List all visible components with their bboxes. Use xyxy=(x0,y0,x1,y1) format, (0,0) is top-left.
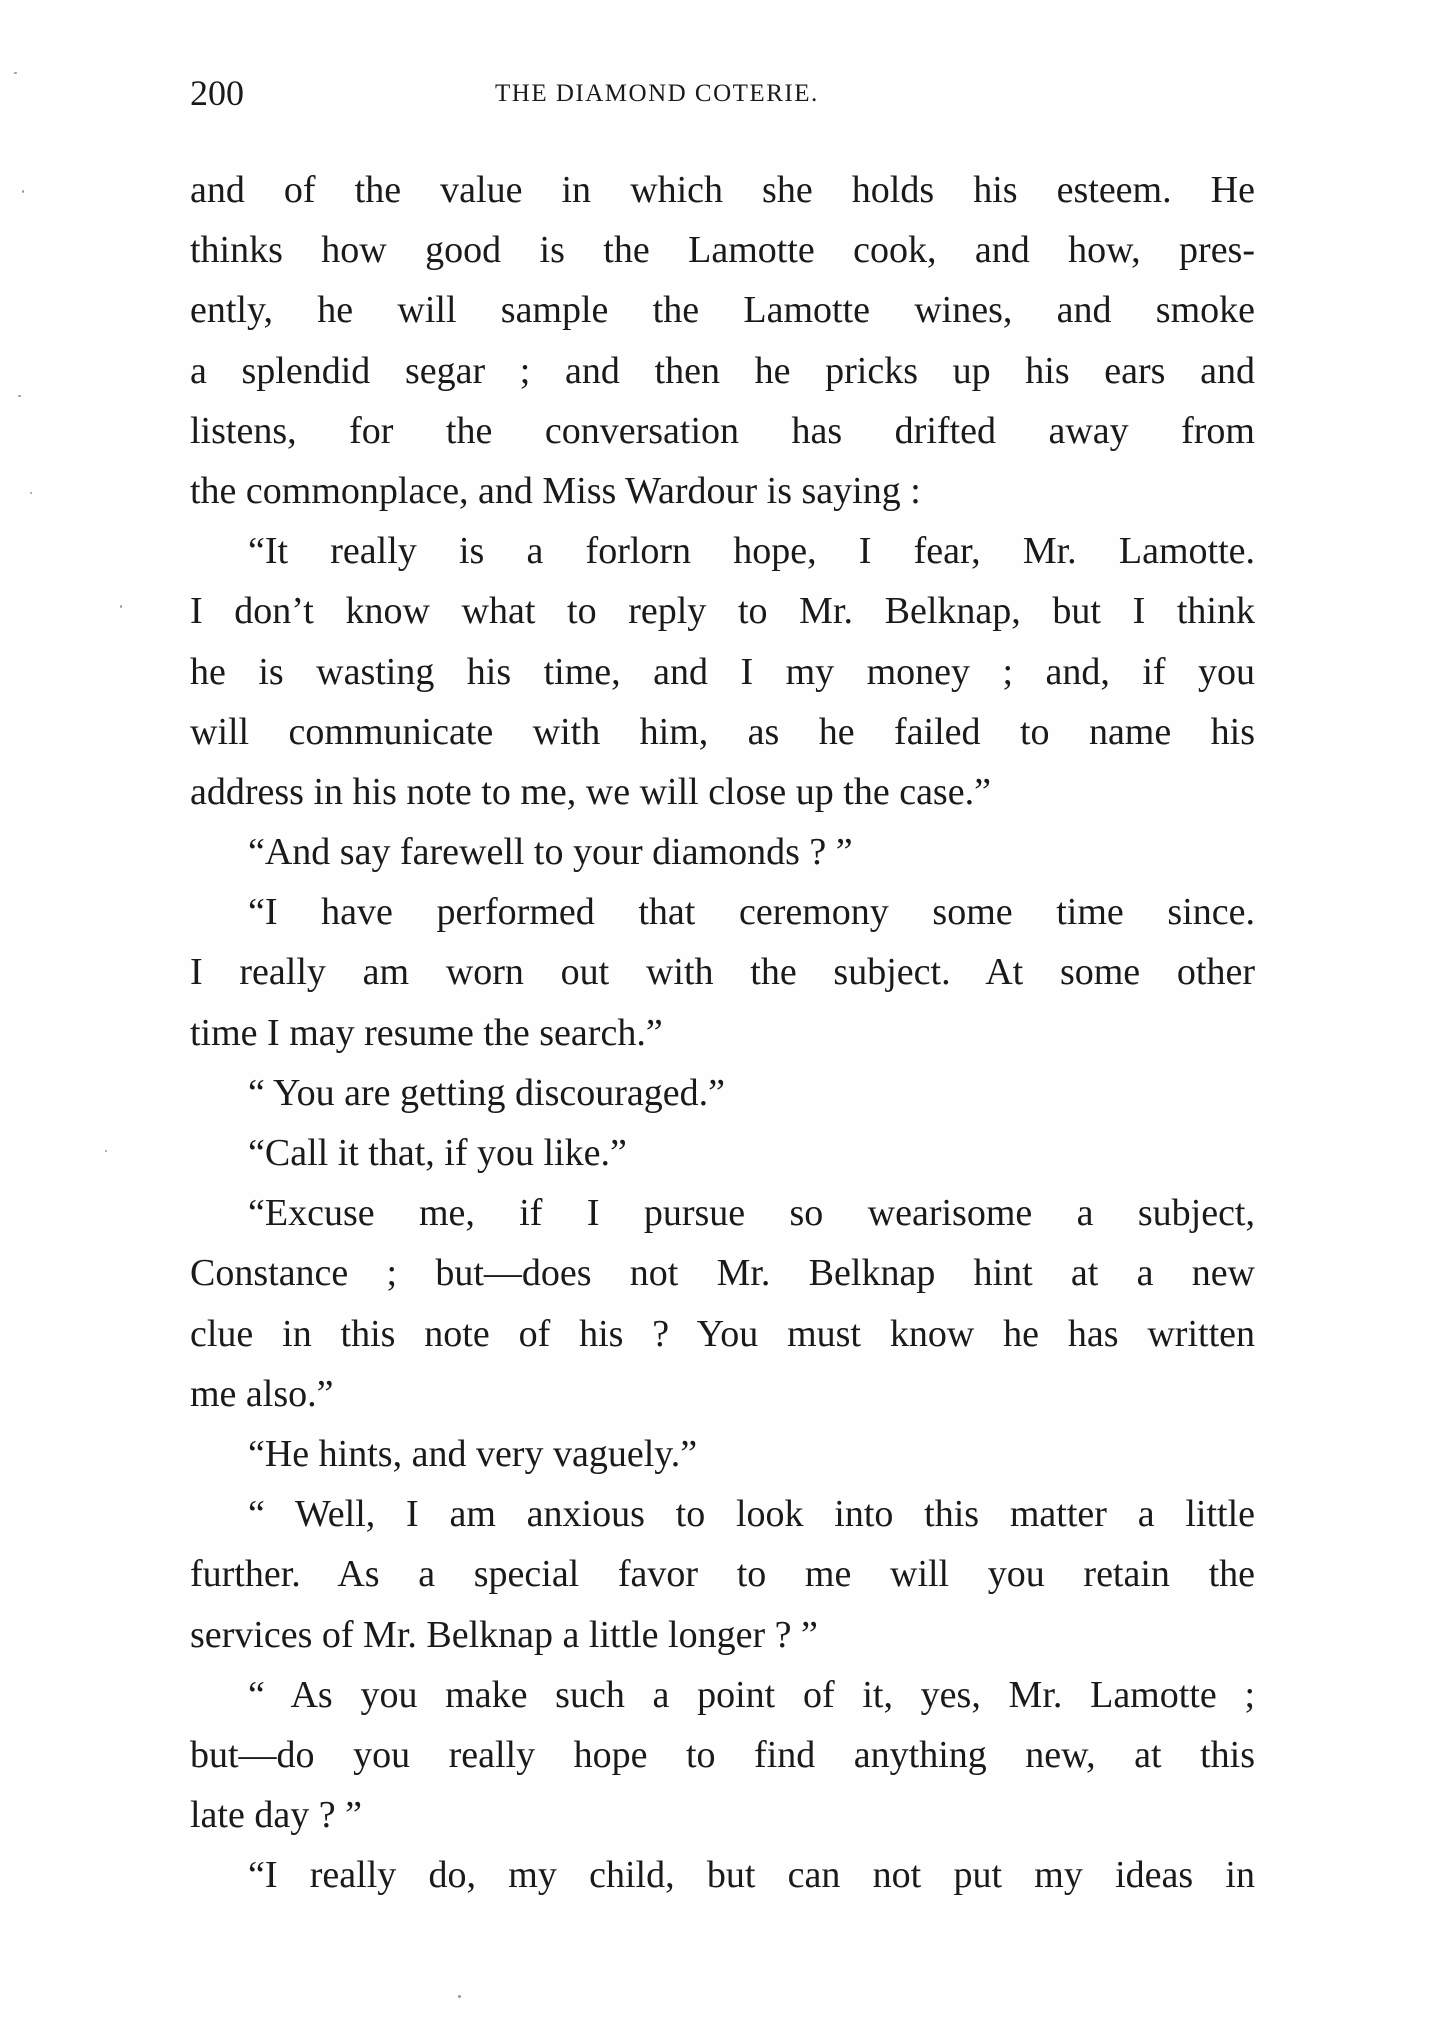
text-line: “Call it that, if you like.” xyxy=(248,1132,627,1174)
text-line: “It really is a forlorn hope, I fear, Mr. Lamotte. xyxy=(248,530,1255,573)
text-line: “And say farewell to your diamonds ? ” xyxy=(248,831,853,874)
text-line: will communicate with him, as he failed to name his xyxy=(190,710,1255,753)
running-head xyxy=(190,68,1255,118)
text-line: he is wasting his time, and I my money ; and, if you xyxy=(190,650,1255,693)
text-line: late day ? ” xyxy=(190,1794,362,1837)
running-title: THE DIAMOND COTERIE. xyxy=(495,80,819,107)
scan-speck xyxy=(120,605,122,608)
text-line: further. As a special favor to me will you retain the xyxy=(190,1553,1255,1596)
text-line: and of the value in which she holds his esteem. He xyxy=(190,169,1255,211)
text-line: address in his note to me, we will close up the case.” xyxy=(190,770,991,813)
text-line: I don’t know what to reply to Mr. Belknap, but I think xyxy=(190,590,1255,633)
text-line: but—do you really hope to find anything new, at this xyxy=(190,1733,1255,1776)
page-number: 200 xyxy=(190,73,244,113)
scan-speck xyxy=(30,492,32,494)
text-line: “Excuse me, if I pursue so wearisome a subject, xyxy=(248,1192,1255,1235)
text-line: me also.” xyxy=(190,1372,334,1415)
text-line: listens, for the conversation has drifted away from xyxy=(190,409,1255,452)
text-line: “ As you make such a point of it, yes, Mr. Lamotte ; xyxy=(248,1673,1255,1716)
text-line: services of Mr. Belknap a little longer ? ” xyxy=(190,1613,818,1656)
text-line: Constance ; but—does not Mr. Belknap hint at a new xyxy=(190,1252,1255,1295)
text-line: ently, he will sample the Lamotte wines, and smoke xyxy=(190,289,1255,332)
text-line: thinks how good is the Lamotte cook, and how, pres- xyxy=(190,229,1255,272)
text-line: “I have performed that ceremony some time since. xyxy=(248,891,1255,934)
text-line: “ Well, I am anxious to look into this matter a little xyxy=(248,1493,1255,1536)
text-line: clue in this note of his ? You must know he has written xyxy=(190,1312,1255,1355)
scan-speck xyxy=(18,395,21,397)
text-line: “I really do, my child, but can not put my ideas in xyxy=(248,1854,1255,1897)
text-line: I really am worn out with the subject. At some other xyxy=(190,951,1255,994)
scan-speck xyxy=(105,1150,107,1152)
scan-speck xyxy=(14,72,17,74)
text-line: “ You are getting discouraged.” xyxy=(248,1071,725,1114)
scan-speck xyxy=(458,1995,461,1998)
text-line: a splendid segar ; and then he pricks up his ears and xyxy=(190,349,1255,392)
scan-speck xyxy=(22,190,24,193)
text-line: “He hints, and very vaguely.” xyxy=(248,1432,698,1475)
text-line: time I may resume the search.” xyxy=(190,1011,663,1054)
body-text xyxy=(190,160,1255,1905)
text-line: the commonplace, and Miss Wardour is saying : xyxy=(190,469,921,512)
